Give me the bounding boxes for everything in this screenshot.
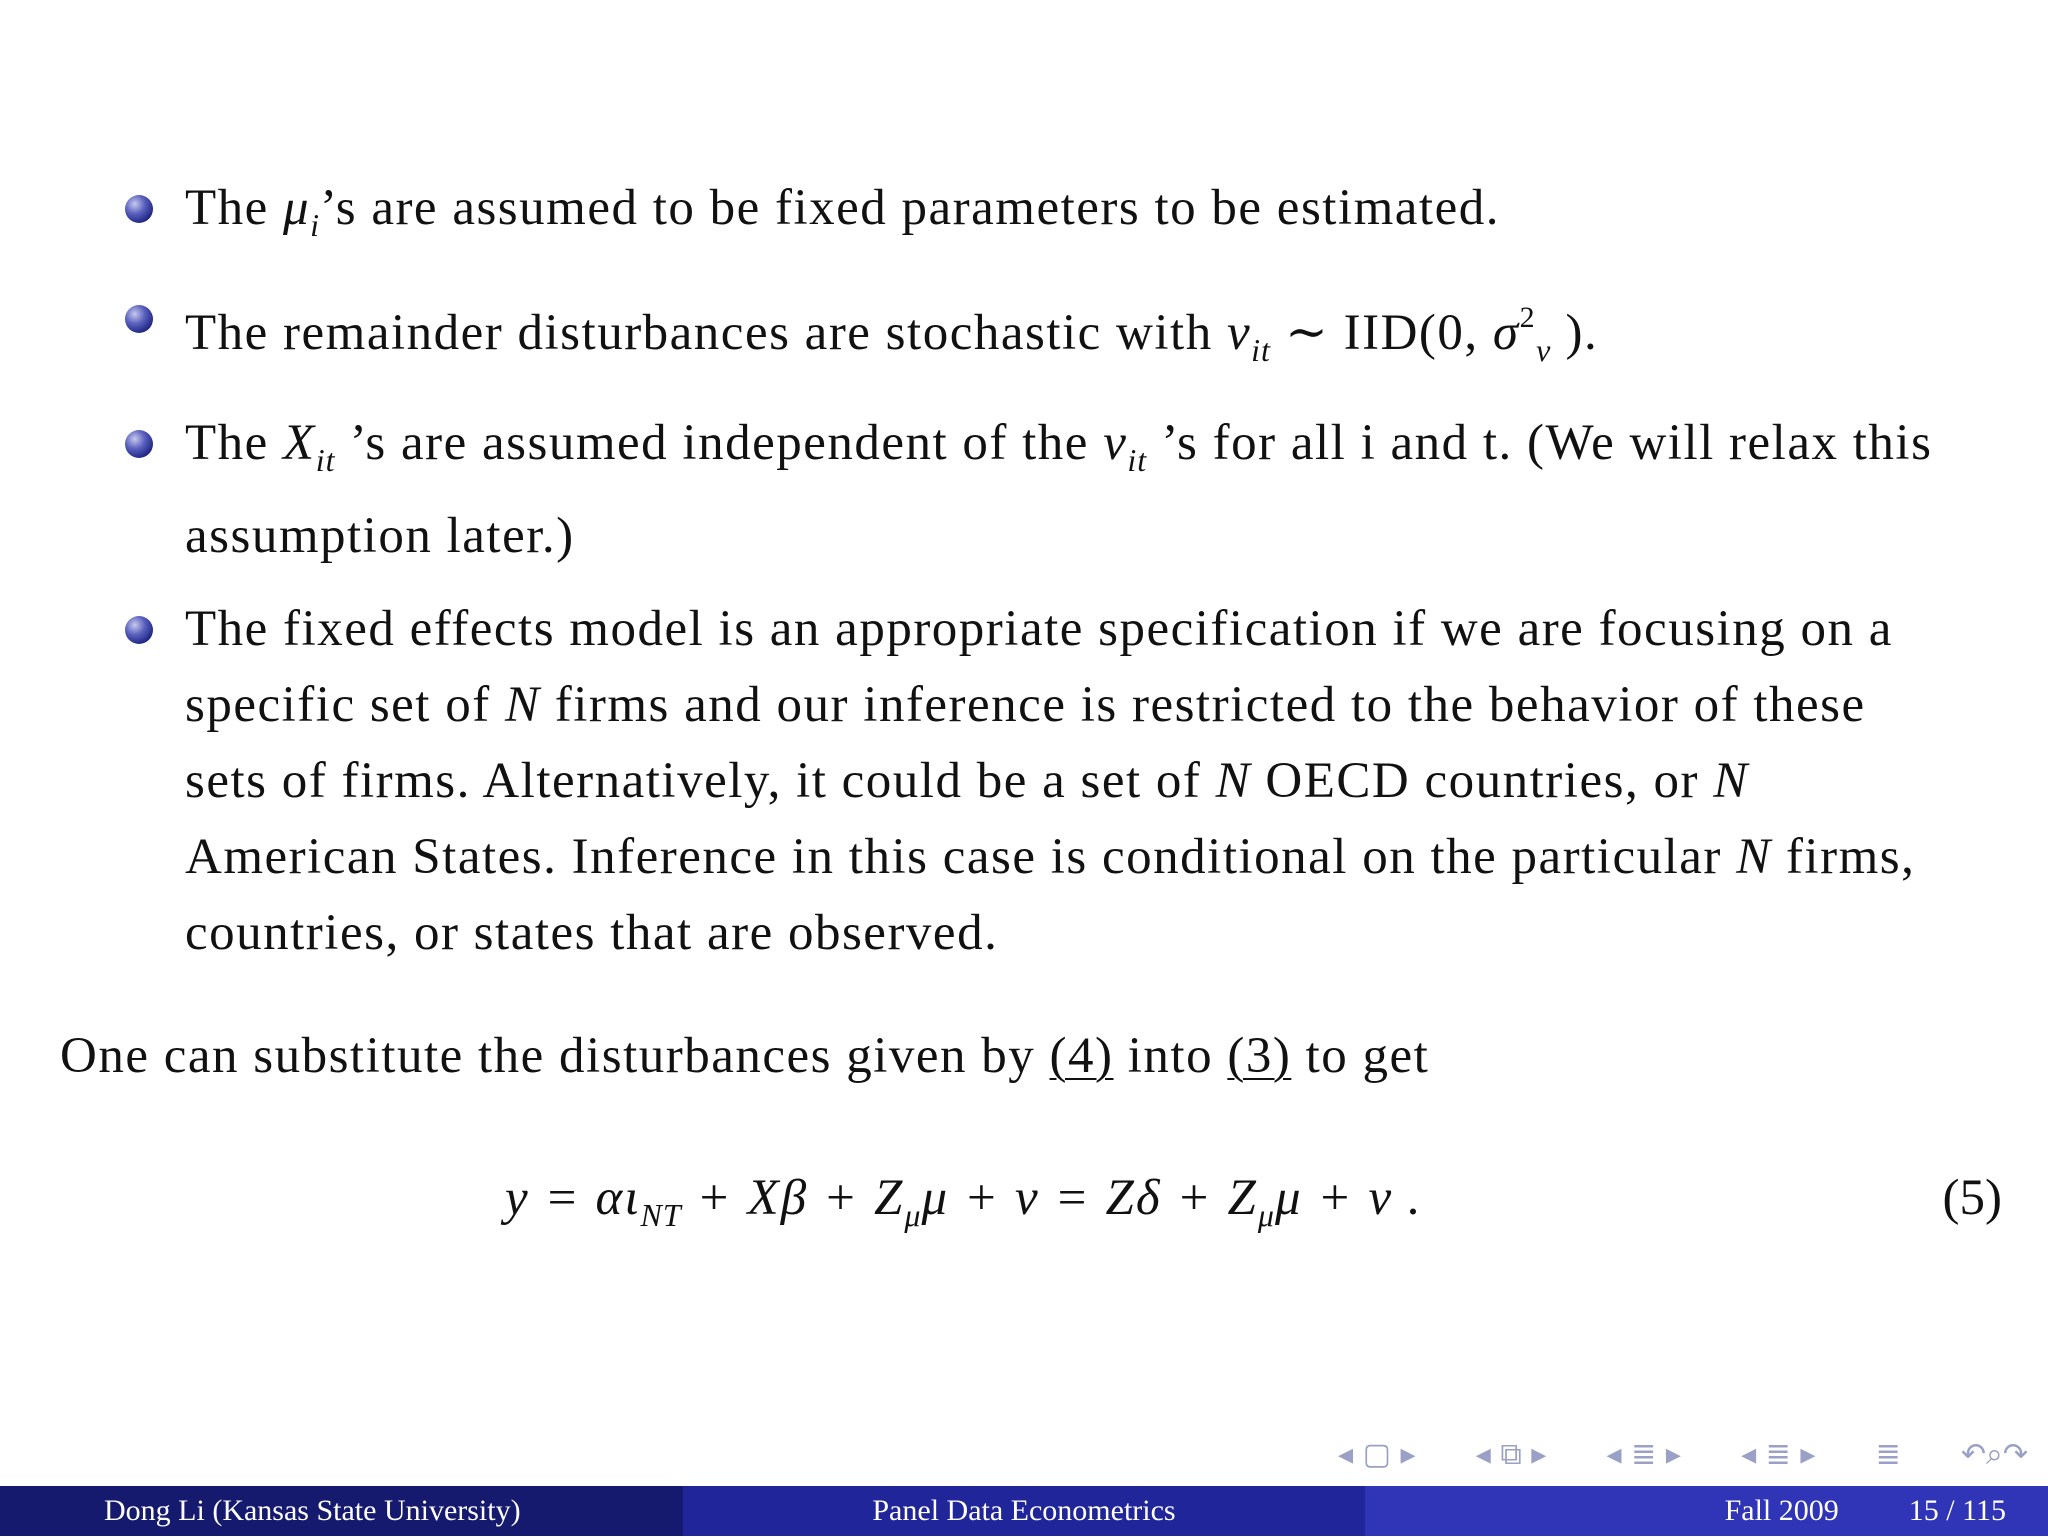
bullet-ball-icon bbox=[125, 616, 153, 644]
text: ’s for all i and t. (We will relax this assumption later.) bbox=[185, 415, 1933, 564]
text: into bbox=[1113, 1028, 1228, 1084]
math-subscript: ν bbox=[1536, 332, 1552, 368]
math-symbol: ν bbox=[1103, 415, 1128, 471]
math-subscript: it bbox=[1127, 442, 1148, 478]
text: The fixed effects model is an appropriate specification if we are focusing on a specific set of bbox=[185, 601, 1893, 733]
equation-number: (5) bbox=[1942, 1170, 2002, 1226]
math-symbol: X bbox=[283, 415, 316, 471]
math-subscript: μ bbox=[904, 1197, 922, 1233]
intro-text bbox=[60, 1018, 1429, 1094]
text: to get bbox=[1291, 1028, 1430, 1084]
math-subscript: μ bbox=[1257, 1197, 1275, 1233]
equation-ref-link[interactable]: (4) bbox=[1049, 1028, 1114, 1084]
math-symbol: σ bbox=[1492, 305, 1520, 361]
text: The bbox=[185, 415, 284, 471]
nav-subsection-icon[interactable]: ◂ ⧉ ▸ bbox=[1475, 1436, 1547, 1472]
text: The bbox=[185, 180, 284, 236]
equation-part: μ + ν . bbox=[1274, 1170, 1423, 1226]
text: The remainder disturbances are stochastic with bbox=[185, 305, 1227, 361]
footer-right bbox=[1365, 1486, 2048, 1536]
footer-date: Fall 2009 bbox=[1724, 1494, 1839, 1527]
nav-frame-icon[interactable]: ◂ ▢ ▸ bbox=[1338, 1436, 1416, 1472]
text: ). bbox=[1551, 305, 1599, 361]
equation-part: y = αι bbox=[505, 1170, 641, 1226]
bullet-item bbox=[125, 170, 1945, 263]
footer-title: Panel Data Econometrics bbox=[683, 1486, 1365, 1536]
bullet-list bbox=[125, 170, 1945, 988]
bullet-ball-icon bbox=[125, 305, 153, 333]
footer-page: 15 / 115 bbox=[1908, 1494, 2006, 1527]
nav-align-icon[interactable]: ≣ bbox=[1875, 1436, 1901, 1472]
equation bbox=[505, 1160, 1423, 1253]
math-subscript: NT bbox=[640, 1197, 682, 1233]
text: ’s are assumed independent of the bbox=[335, 415, 1104, 471]
nav-slide-icon[interactable]: ◂ ≣ ▸ bbox=[1741, 1436, 1816, 1472]
text: firms, countries, or states that are observed. bbox=[185, 829, 1916, 961]
text: ’s are assumed to be fixed parameters to be estimated. bbox=[320, 180, 1500, 236]
bullet-item bbox=[125, 280, 1945, 388]
text: One can substitute the disturbances given by bbox=[60, 1028, 1050, 1084]
bullet-ball-icon bbox=[125, 195, 153, 223]
text: firms and our inference is restricted to the behavior of these sets of firms. Alternatively, it could be a set of bbox=[185, 677, 1866, 809]
footer-author: Dong Li (Kansas State University) bbox=[0, 1486, 683, 1536]
math-symbol: N bbox=[504, 677, 541, 733]
equation-ref-link[interactable]: (3) bbox=[1227, 1028, 1292, 1084]
nav-section-icon[interactable]: ◂ ≣ ▸ bbox=[1606, 1436, 1681, 1472]
math-symbol: N bbox=[1713, 753, 1749, 809]
equation-part: μ + ν = Zδ + Z bbox=[921, 1170, 1258, 1226]
math-subscript: i bbox=[310, 207, 321, 243]
math-symbol: N bbox=[1736, 829, 1772, 885]
text: ∼ IID(0, bbox=[1270, 305, 1493, 361]
math-superscript: 2 bbox=[1519, 301, 1537, 334]
footer bbox=[0, 1486, 2048, 1536]
text: American States. Inference in this case is conditional on the particular bbox=[185, 829, 1737, 885]
nav-search-icon[interactable]: ↶⌕↷ bbox=[1960, 1436, 2028, 1472]
bullet-item bbox=[125, 591, 1945, 971]
math-subscript: it bbox=[1251, 332, 1271, 368]
math-subscript: it bbox=[315, 442, 336, 478]
text: OECD countries, or bbox=[1251, 753, 1714, 809]
math-symbol: ν bbox=[1226, 305, 1252, 361]
beamer-nav-bar bbox=[1338, 1432, 2028, 1476]
math-symbol: μ bbox=[283, 180, 311, 236]
bullet-item bbox=[125, 405, 1945, 574]
math-symbol: N bbox=[1215, 753, 1252, 809]
bullet-ball-icon bbox=[125, 430, 153, 458]
equation-part: + Xβ + Z bbox=[681, 1170, 905, 1226]
